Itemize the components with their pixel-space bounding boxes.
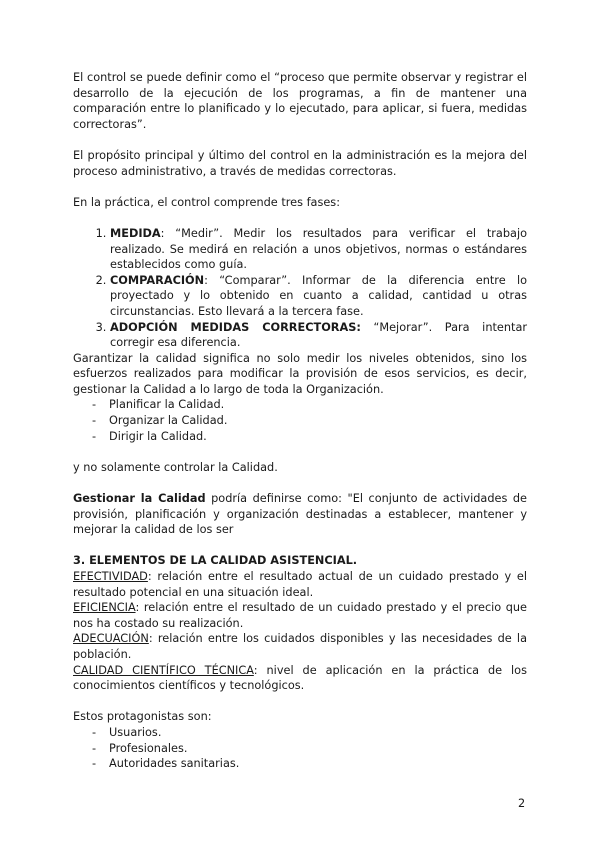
definition-term: Gestionar la Calidad [73, 492, 206, 506]
list-item: - Organizar la Calidad. [92, 413, 527, 429]
control-phases-list [73, 226, 527, 351]
quality-guarantee-paragraph: Garantizar la calidad significa no solo medir los niveles obtenidos, sino los esfuerzos realizados para modificar la provisión de esos servicios, es decir, gestionar la Calidad a lo largo de toda la Organización. [73, 351, 527, 396]
phase-item [110, 226, 527, 273]
quality-control-note: y no solamente controlar la Calidad. [73, 460, 278, 474]
element-text: : nivel de aplicación en la práctica de los conocimientos científicos y tecnológicos. [73, 663, 527, 693]
list-item: - Autoridades sanitarias. [92, 756, 527, 772]
phase-term: ADOPCIÓN MEDIDAS CORRECTORAS: [110, 320, 361, 334]
phase-text: “Medir”. Medir los resultados para verificar el trabajo realizado. Se medirá en relación a unos objetivos, normas o estándares establecidos como guía. [110, 226, 527, 272]
list-item: - Profesionales. [92, 741, 527, 757]
protagonists-list [73, 725, 527, 772]
phase-text: “Mejorar”. Para intentar corregir esa diferencia. [110, 320, 528, 350]
element-item [73, 569, 527, 600]
phase-term: MEDIDA [110, 226, 161, 240]
control-definition-paragraph: El control se puede definir como el “proceso que permite observar y registrar el desarrollo de la ejecución de los programas, a fin de mantener una comparación entre lo planificado y lo ejecutado, para aplicar, si fuera, medidas correctoras”. [73, 71, 527, 131]
list-item: - Planificar la Calidad. [92, 397, 527, 413]
element-term: ADECUACIÓN [73, 632, 149, 646]
document-page [73, 70, 527, 772]
element-text: : relación entre los cuidados disponibles y las necesidades de la población. [73, 632, 527, 661]
phase-item [110, 320, 527, 351]
element-term: EFECTIVIDAD [73, 570, 148, 583]
phase-separator: : [160, 226, 176, 240]
element-item [73, 663, 527, 694]
element-term: EFICIENCIA [73, 601, 136, 615]
element-item [73, 631, 527, 662]
phase-item [110, 273, 527, 320]
control-purpose-paragraph: El propósito principal y último del control en la administración es la mejora del proceso administrativo, a través de medidas correctoras. [73, 148, 527, 178]
page-number: 2 [518, 797, 526, 810]
phase-separator: : [204, 273, 220, 287]
phase-term: COMPARACIÓN [110, 273, 205, 287]
protagonists-intro: Estos protagonistas son: [73, 710, 212, 724]
element-text: : relación entre el resultado actual de un cuidado prestado y el resultado potencial en una situación ideal. [73, 570, 527, 599]
element-term: CALIDAD CIENTÍFICO TÉCNICA [73, 663, 254, 677]
definition-text: podría definirse como: "El conjunto de actividades de provisión, planificación y organización destinadas a establecer, mantener y mejorar la calidad de los ser [73, 492, 527, 537]
element-text: : relación entre el resultado de un cuidado prestado y el precio que nos ha costado su realización. [73, 601, 527, 630]
phase-text: “Comparar”. Informar de la diferencia entre lo proyectado y lo obtenido en cuanto a calidad, cantidad u otras circunstancias. Esto llevará a la tercera fase. [110, 273, 527, 318]
phase-separator [361, 321, 374, 334]
section-heading: 3. ELEMENTOS DE LA CALIDAD ASISTENCIAL. [73, 554, 358, 568]
list-item: - Dirigir la Calidad. [92, 429, 527, 445]
control-phases-intro: En la práctica, el control comprende tres fases: [73, 195, 340, 209]
list-item: - Usuarios. [92, 725, 527, 741]
quality-actions-list [73, 397, 527, 444]
quality-management-definition [73, 491, 527, 538]
element-item [73, 600, 527, 631]
